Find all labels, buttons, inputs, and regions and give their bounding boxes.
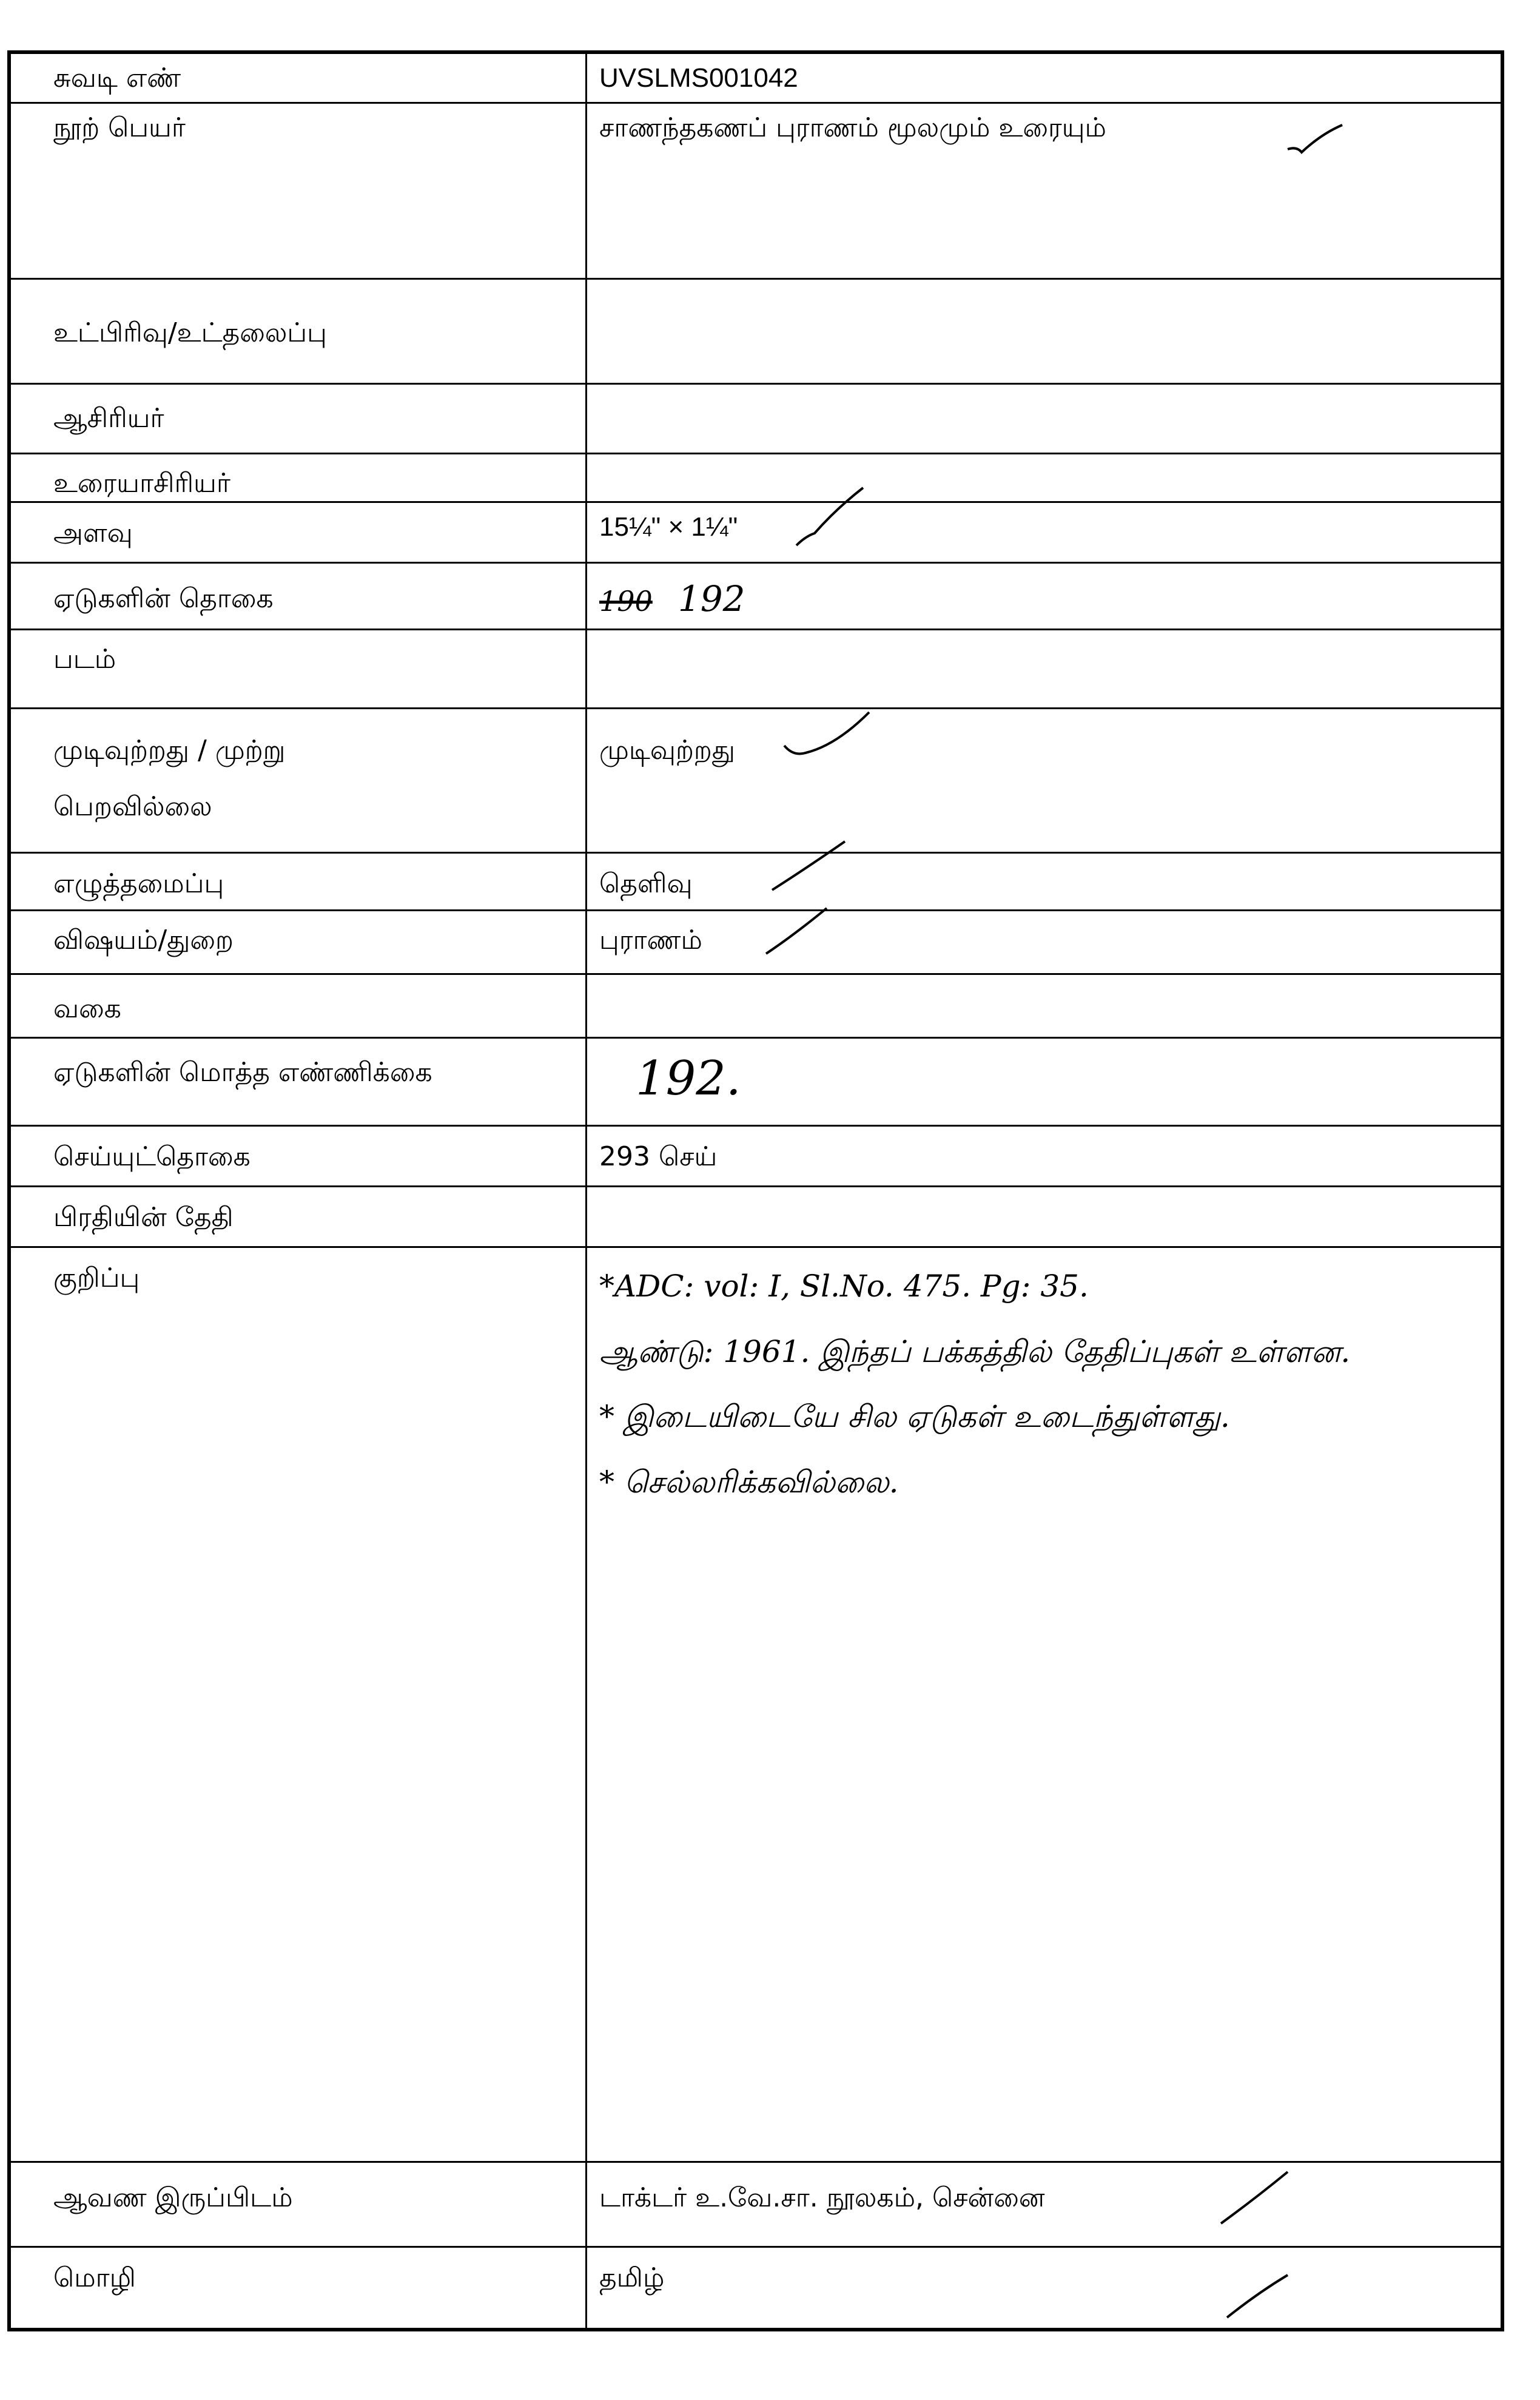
label-language-text: மொழி — [53, 2262, 136, 2293]
language-text: தமிழ் — [599, 2262, 665, 2293]
value-author — [587, 385, 1501, 453]
row-repository — [11, 2163, 1501, 2248]
note-line: * செல்லரிக்கவில்லை. — [599, 1464, 899, 1500]
label-author-text: ஆசிரியர் — [53, 403, 164, 434]
row-verse-count — [11, 1127, 1501, 1187]
value-subject — [587, 911, 1501, 973]
label-repository — [11, 2163, 587, 2246]
verse-count-text: 293 செய் — [599, 1141, 718, 1172]
label-subdivision-text: உட்பிரிவு/உட்தலைப்பு — [53, 317, 327, 348]
label-total-leaf-count-text: ஏடுகளின் மொத்த எண்ணிக்கை — [53, 1057, 432, 1088]
label-picture-text: படம் — [53, 644, 116, 675]
title-text: சாணந்தகணப் புராணம் மூலமும் உரையும் — [599, 112, 1106, 143]
row-subject — [11, 911, 1501, 975]
label-leaf-count-text: ஏடுகளின் தொகை — [53, 583, 274, 614]
label-completeness-text: முடிவுற்றது / முற்று — [53, 735, 286, 766]
row-size — [11, 503, 1501, 564]
check-mark-icon — [763, 905, 830, 960]
value-language — [587, 2248, 1501, 2331]
value-category — [587, 975, 1501, 1037]
check-mark-icon — [781, 709, 872, 776]
row-author — [11, 385, 1501, 454]
check-mark-icon — [1224, 2272, 1291, 2321]
label-author — [11, 385, 587, 453]
label-commentator — [11, 454, 587, 501]
check-mark-icon — [769, 838, 848, 893]
label-size-text: அளவு — [53, 517, 133, 548]
value-completeness — [587, 709, 1501, 852]
corrected-leaf-count: 192 — [678, 578, 745, 619]
label-script-clarity-text: எழுத்தமைப்பு — [53, 868, 224, 899]
label-verse-count-text: செய்யுட்தொகை — [53, 1141, 251, 1172]
label-subdivision — [11, 280, 587, 383]
total-leaf-count-handwritten: 192. — [636, 1051, 741, 1106]
check-mark-icon — [1285, 122, 1345, 158]
label-size — [11, 503, 587, 562]
label-completeness-text-2: பெறவில்லை — [53, 791, 212, 822]
row-total-leaf-count — [11, 1039, 1501, 1127]
repository-text: டாக்டர் உ.வே.சா. நூலகம், சென்னை — [599, 2182, 1045, 2213]
value-manuscript-id: UVSLMS001042 — [599, 63, 798, 93]
row-copy-date — [11, 1187, 1501, 1248]
row-picture — [11, 630, 1501, 709]
value-commentator — [587, 454, 1501, 501]
value-total-leaf-count — [587, 1039, 1501, 1125]
check-mark-icon — [1218, 2169, 1291, 2230]
label-copy-date — [11, 1187, 587, 1246]
value-size — [587, 503, 1501, 562]
label-category-text: வகை — [53, 993, 121, 1024]
row-title — [11, 104, 1501, 280]
row-commentator — [11, 454, 1501, 503]
catalog-form — [7, 50, 1504, 2331]
value-picture — [587, 630, 1501, 707]
label-subject-text: விஷயம்/துறை — [53, 925, 234, 956]
label-repository-text: ஆவண இருப்பிடம் — [53, 2182, 293, 2213]
note-line: ஆண்டு: 1961. இந்தப் பக்கத்தில் தேதிப்புகள் உள்ளன. — [599, 1333, 1351, 1369]
note-line: *ADC: vol: I, Sl.No. 475. Pg: 35. — [599, 1269, 1089, 1304]
label-notes-text: குறிப்பு — [53, 1262, 140, 1293]
value-subdivision — [587, 280, 1501, 383]
label-category — [11, 975, 587, 1037]
label-completeness — [11, 709, 587, 852]
check-mark-icon — [793, 485, 866, 551]
label-picture — [11, 630, 587, 707]
label-language — [11, 2248, 587, 2331]
size-text: 15¼" × 1¼" — [599, 512, 738, 542]
row-language — [11, 2248, 1501, 2331]
row-manuscript-id — [11, 54, 1501, 104]
completeness-text: முடிவுற்றது — [599, 735, 736, 766]
script-clarity-text: தெளிவு — [599, 868, 693, 899]
value-leaf-count — [587, 564, 1501, 629]
value-repository — [587, 2163, 1501, 2246]
label-subject — [11, 911, 587, 973]
note-line: * இடையிடையே சில ஏடுகள் உடைந்துள்ளது. — [599, 1399, 1230, 1434]
label-total-leaf-count — [11, 1039, 587, 1125]
handwritten-notes — [599, 1266, 1488, 1527]
row-completeness — [11, 709, 1501, 854]
value-script-clarity — [587, 854, 1501, 909]
label-copy-date-text: பிரதியின் தேதி — [53, 1202, 234, 1233]
label-script-clarity — [11, 854, 587, 909]
label-notes — [11, 1248, 587, 2161]
value-notes — [587, 1248, 1501, 2161]
label-verse-count — [11, 1127, 587, 1185]
value-title — [587, 104, 1501, 278]
row-category — [11, 975, 1501, 1039]
row-notes — [11, 1248, 1501, 2163]
label-leaf-count — [11, 564, 587, 629]
value-verse-count — [587, 1127, 1501, 1185]
row-subdivision — [11, 280, 1501, 385]
label-manuscript-id: சுவடி எண் — [11, 54, 587, 102]
label-commentator-text: உரையாசிரியர் — [53, 468, 230, 499]
row-leaf-count — [11, 564, 1501, 630]
struck-leaf-count: 190 — [599, 585, 653, 618]
value-copy-date — [587, 1187, 1501, 1246]
row-script-clarity — [11, 854, 1501, 911]
subject-text: புராணம் — [599, 925, 702, 956]
label-title: நூற் பெயர் — [11, 104, 587, 278]
